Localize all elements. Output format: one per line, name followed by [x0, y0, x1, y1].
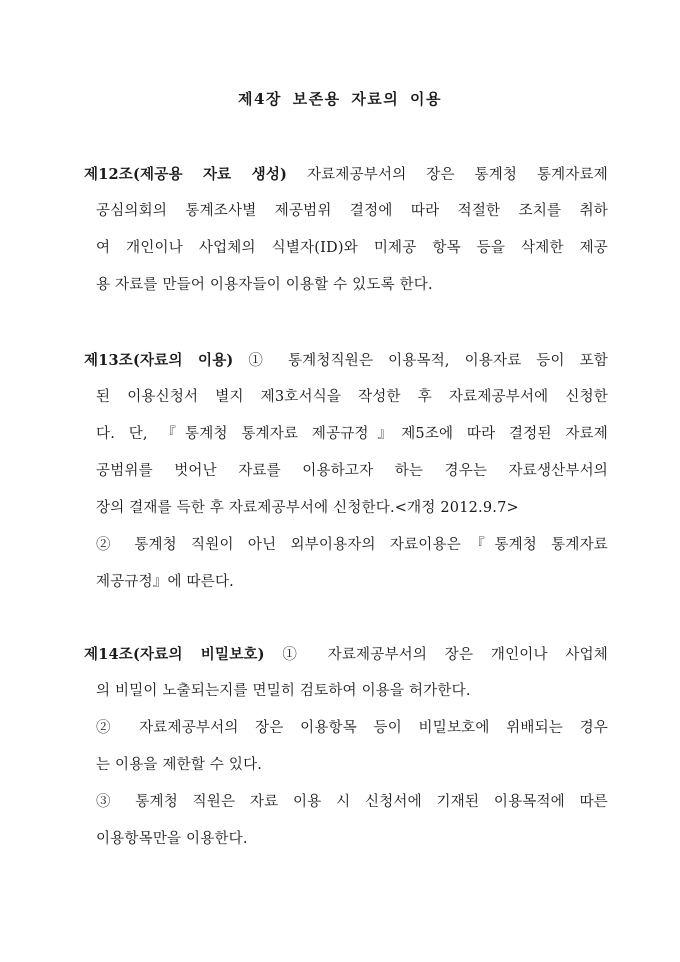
- article-line: 장의 결재를 득한 후 자료제공부서에 신청한다.<개정 2012.9.7>: [96, 500, 519, 516]
- article-text: 자료제공부서의 장은 통계청 통계자료제: [287, 167, 608, 183]
- article-heading: 제13조(자료의 이용): [84, 352, 234, 369]
- article-paragraph-2: ② 자료제공부서의 장은 이용항목 등이 비밀보호에 위배되는 경우: [96, 720, 608, 736]
- article-text: ① 통계청직원은 이용목적, 이용자료 등이 포함: [233, 353, 608, 369]
- article-first-line: [84, 342, 608, 379]
- article-14: [84, 636, 608, 858]
- article-line: 다. 단, 『통계청 통계자료 제공규정』제5조에 따라 결정된 자료제: [96, 426, 608, 442]
- article-line: 이용항목만을 이용한다.: [96, 831, 248, 847]
- article-line: 의 비밀이 노출되는지를 면밀히 검토하여 이용을 허가한다.: [96, 683, 471, 699]
- article-paragraph-2: ② 통계청 직원이 아닌 외부이용자의 자료이용은『통계청 통계자료: [96, 537, 608, 553]
- article-12: [84, 156, 608, 304]
- article-text: ① 자료제공부서의 장은 개인이나 사업체: [264, 647, 608, 663]
- article-line: 공범위를 벗어난 자료를 이용하고자 하는 경우는 자료생산부서의: [96, 463, 608, 479]
- article-13: [84, 342, 608, 601]
- article-line: 용 자료를 만들어 이용자들이 이용할 수 있도록 한다.: [96, 277, 433, 293]
- article-heading: 제12조(제공용 자료 생성): [84, 166, 288, 183]
- chapter-title: 제4장 보존용 자료의 이용: [237, 90, 442, 108]
- article-line: 제공규정』에 따른다.: [96, 574, 234, 590]
- article-line: 는 이용을 제한할 수 있다.: [96, 757, 263, 773]
- article-line: 공심의회의 통계조사별 제공범위 결정에 따라 적절한 조치를 취하: [96, 203, 608, 219]
- article-heading: 제14조(자료의 비밀보호): [84, 646, 265, 663]
- article-paragraph-3: ③ 통계청 직원은 자료 이용 시 신청서에 기재된 이용목적에 따른: [96, 794, 608, 810]
- article-first-line: [84, 156, 608, 193]
- article-first-line: [84, 636, 608, 673]
- article-line: 여 개인이나 사업체의 식별자(ID)와 미제공 항목 등을 삭제한 제공: [96, 240, 608, 256]
- article-line: 된 이용신청서 별지 제3호서식을 작성한 후 자료제공부서에 신청한: [96, 389, 608, 405]
